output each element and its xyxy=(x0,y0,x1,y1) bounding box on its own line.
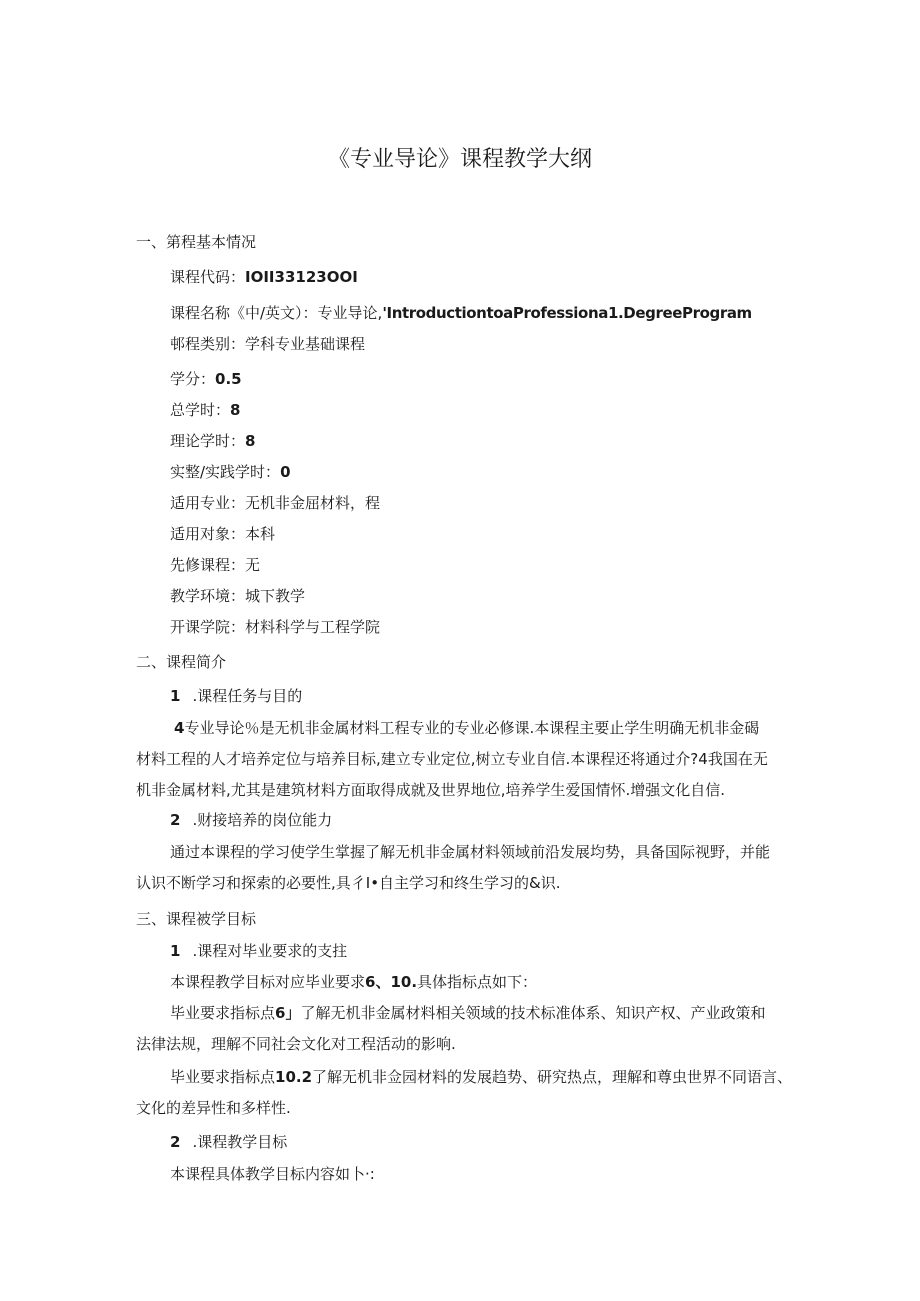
environment-line: 教学环境：城下教学 xyxy=(170,587,306,605)
paragraph-line: 机非金属材料,尤其是建筑材料方面取得成就及世界地位,培养学生爱国情怀.增强文化自信. xyxy=(136,781,726,799)
section-3-heading: 三、课程被学目标 xyxy=(136,910,257,928)
subsection-number: 2 xyxy=(170,811,181,829)
credit-value: 0.5 xyxy=(215,370,242,388)
paragraph-text: 了解无机非金属材料相关领域的技术标准体系、知识产权、产业政策和 xyxy=(300,1004,766,1022)
section-2-heading: 二、课程简介 xyxy=(136,653,227,671)
total-hours-label: 总学时： xyxy=(170,401,231,419)
paragraph-text: 专业导论％是无机非金属材料工程专业的专业必修课.本课程主要止学生明确无机非金碣 xyxy=(184,719,760,737)
subsection-title: .课程对毕业要求的支拄 xyxy=(192,942,348,960)
major-line: 适用专业：无机非金屈材料，程 xyxy=(170,494,381,512)
course-code-line xyxy=(170,267,358,287)
practice-hours-label: 实整/实践学时： xyxy=(170,463,281,481)
subsection-number: 1 xyxy=(170,942,181,960)
paragraph-text: 毕业要求指标点 xyxy=(170,1068,276,1086)
inline-bold: 6」 xyxy=(275,1004,301,1022)
theory-hours-label: 理论学时： xyxy=(170,432,246,450)
paragraph-text: 本课程教学目标对应毕业要求 xyxy=(170,973,366,991)
credit-line xyxy=(170,369,242,389)
paragraph-line xyxy=(170,1003,765,1023)
course-name-line xyxy=(170,303,752,323)
subsection-number: 1 xyxy=(170,687,181,705)
paragraph-line: 材料工程的人才培养定位与培养目标,建立专业定位,树立专业自信.本课程还将通过介?4我国在无 xyxy=(136,750,768,768)
subsection-title: .课程任务与目的 xyxy=(192,687,303,705)
paragraph-line: 法律法规，理解不同社会文化对工程活动的影响. xyxy=(136,1035,456,1053)
inline-bold: 6、10. xyxy=(365,973,418,991)
inline-bold: 10.2 xyxy=(275,1068,313,1086)
credit-label: 学分： xyxy=(170,370,216,388)
course-name-english: 'IntroductiontoaProfessiona1.DegreeProgram xyxy=(382,304,752,322)
subsection-2-2-heading xyxy=(170,810,332,830)
college-line: 开课学院：材料科学与工程学院 xyxy=(170,618,381,636)
total-hours-line xyxy=(170,400,240,420)
practice-hours-line xyxy=(170,462,291,482)
subsection-title: .课程教学目标 xyxy=(192,1133,288,1151)
theory-hours-line xyxy=(170,431,255,451)
paragraph-text: 毕业要求指标点 xyxy=(170,1004,276,1022)
section-1-heading: 一、第程基本情况 xyxy=(136,233,257,251)
target-line: 适用对象：本科 xyxy=(170,525,276,543)
course-type-line: 邨程类别：学科专业基础课程 xyxy=(170,335,366,353)
course-code-value: IOII33123OOI xyxy=(245,268,358,286)
paragraph-line: 通过本课程的学习使学生掌握了解无机非金属材料领域前沿发展均势，具备国际视野，并能 xyxy=(170,843,771,861)
theory-hours-value: 8 xyxy=(245,432,256,450)
paragraph-line xyxy=(170,1067,792,1087)
course-code-label: 课程代码： xyxy=(170,268,246,286)
paragraph-line: 本课程具体教学目标内容如卜·: xyxy=(170,1165,375,1183)
subsection-3-2-heading xyxy=(170,1132,287,1152)
paragraph-line: 文化的差异性和多样性. xyxy=(136,1099,291,1117)
total-hours-value: 8 xyxy=(230,401,241,419)
paragraph-text: 具体指标点如下： xyxy=(417,973,538,991)
subsection-title: .财接培养的岗位能力 xyxy=(192,811,333,829)
subsection-number: 2 xyxy=(170,1133,181,1151)
course-name-label: 课程名称《中/英文）：专业导论, xyxy=(170,304,383,322)
paragraph-text: 了解无机非佥园材料的发展趋势、研究热点，理解和尊虫世界不同语言、 xyxy=(312,1068,793,1086)
paragraph-line: 认识不断学习和探索的必要性,具彳I•自主学习和终生学习的&识. xyxy=(136,874,561,892)
subsection-3-1-heading xyxy=(170,941,347,961)
paragraph-line xyxy=(174,718,759,738)
practice-hours-value: 0 xyxy=(280,463,291,481)
page-title: 《专业导论》课程教学大纲 xyxy=(327,147,592,172)
subsection-2-1-heading xyxy=(170,686,302,706)
prerequisite-line: 先修课程：无 xyxy=(170,556,261,574)
inline-bold: 4 xyxy=(174,719,185,737)
paragraph-line xyxy=(170,972,537,992)
